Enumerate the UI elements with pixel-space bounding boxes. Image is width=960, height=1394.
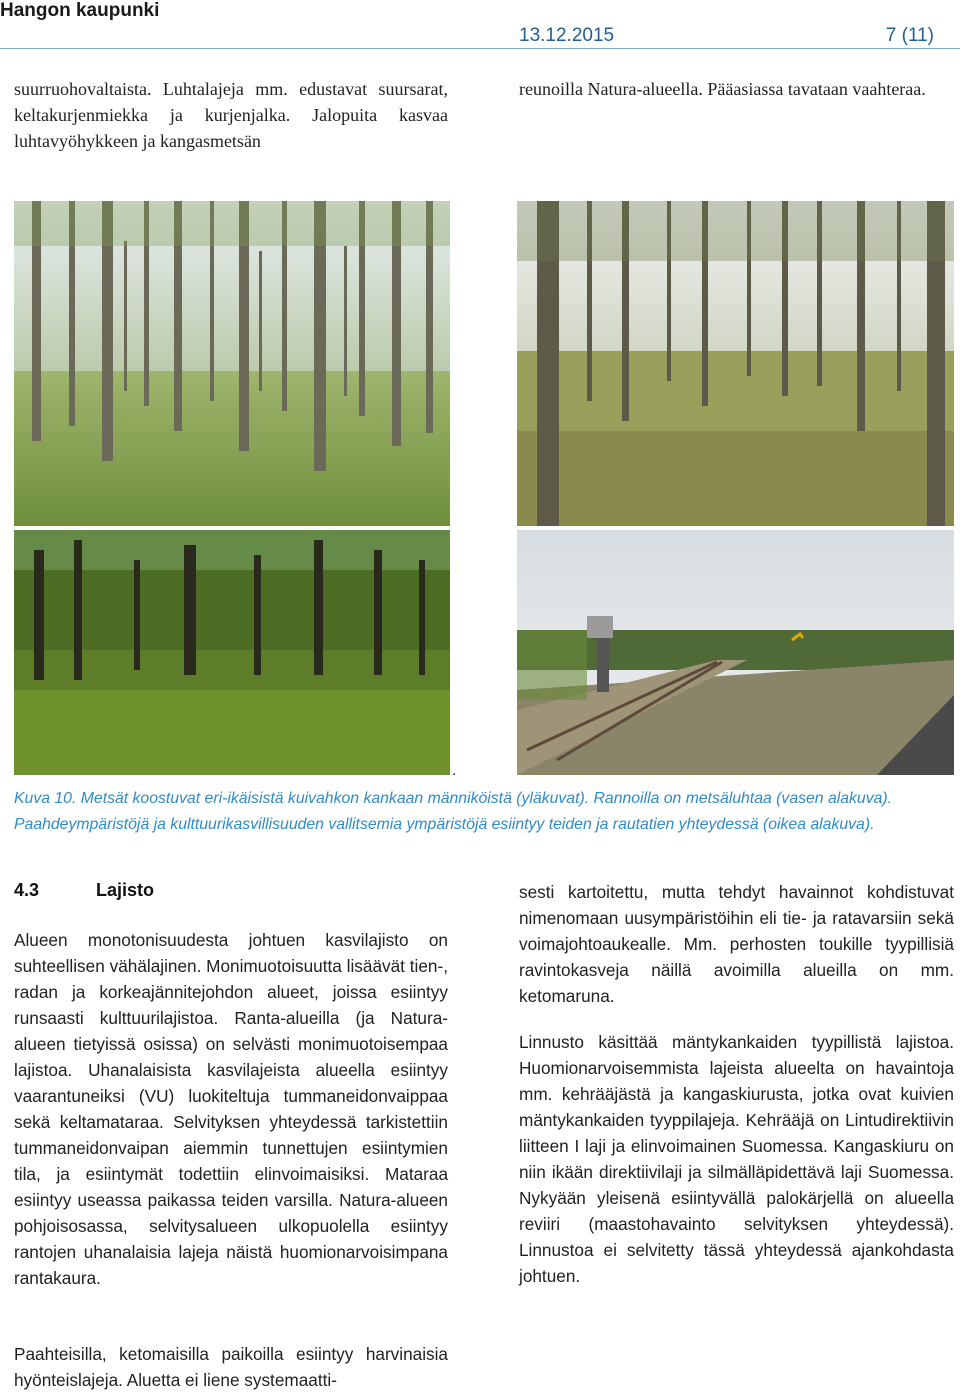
photo-pine-forest-right <box>517 201 954 526</box>
figure-caption: Kuva 10. Metsät koostuvat eri-ikäisistä kuivahkon kankaan männiköistä (yläkuvat). Rannoilla on metsäluhtaa (vasen alakuva). Paahdeympäristöjä ja kulttuurikasvillisuuden vallitsemia ympäristöjä esiintyy teiden ja rautatien yhteydessä (oikea alakuva). <box>14 790 893 833</box>
photo-pine-forest-left <box>14 201 450 526</box>
header-date: 13.12.2015 <box>519 25 615 46</box>
left-body-paragraph-2: Paahteisilla, ketomaisilla paikoilla esiintyy harvinaisia hyönteislajeja. Aluetta ei liene systemaatti- <box>14 1344 448 1390</box>
photo-railway <box>517 530 954 775</box>
section-heading <box>14 880 154 901</box>
page-header <box>0 0 960 50</box>
right-body-paragraph-2: Linnusto käsittää mäntykankaiden tyypillistä lajistoa. Huomionarvoisemmista lajeista alueelta on havaintoja mm. kehrääjästä ja kangaskiurusta, jotka ovat kuivien mäntykankaiden tyyppilajeja. Kehrääjä on Lintudirektiivin liitteen I laji ja elinvoimainen Suomessa. Kangaskiuru on niin ikään direktiivilaji ja silmälläpidettävä laji Suomessa. Nykyään yleisenä esiintyvällä palokärjellä on alueella reviiri (maastohavainto selvityksen yhteydessä). Linnustoa ei selvitetty tässä yhteydessä ajankohdasta johtuen. <box>519 1032 954 1286</box>
top-right-text: reunoilla Natura-alueella. Pääasiassa tavataan vaahteraa. <box>519 79 926 99</box>
stray-period: . <box>452 762 457 779</box>
section-title: Lajisto <box>96 880 155 900</box>
photo-shore-forest <box>14 530 450 775</box>
header-page-number: 7 (11) <box>885 25 934 46</box>
header-title: Hangon kaupunki <box>0 0 160 21</box>
right-body-paragraph-1: sesti kartoitettu, mutta tehdyt havainnot kohdistuvat nimenomaan uusympäristöihin eli tie- ja ratavarsiin sekä voimajohtoaukealle. Mm. perhosten toukille tyypillisiä ravintokasveja näillä avoimilla alueilla on mm. ketomaruna. <box>519 882 954 1006</box>
top-left-text: suurruohovaltaista. Luhtalajeja mm. edustavat suursarat, keltakurjenmiekka ja kurjenjalka. Jalopuita kasvaa luhtavyöhykkeen ja kangasmetsän <box>14 79 448 151</box>
section-number: 4.3 <box>14 880 40 900</box>
header-rule <box>0 48 960 49</box>
left-body-paragraph-1: Alueen monotonisuudesta johtuen kasvilajisto on suhteellisen vähälajinen. Monimuotoisuutta lisäävät tien-, radan ja korkeajännitejohdon alueet, joissa esiintyy runsaasti kulttuurilajistoa. Ranta-alueilla (ja Natura-alueen tietyissä osissa) on selvästi monimuotoisempaa lajistoa. Uhanalaisista kasvilajeista alueella esiintyy vaarantuneiksi (VU) luokiteltuja tummaneidonvaippaa sekä keltamataraa. Selvityksen yhteydessä tarkistettiin tummaneidonvaipan aiemmin tunnettujen esiintymien tila, ja esiintymät todettiin elinvoimaisiksi. Mataraa esiintyy useassa paikassa teiden varsilla. Natura-alueen pohjoisosassa, selvitysalueen ulkopuolella esiintyy rantojen uhanalaisia lajeja näistä huomionarvoisimpana rantakaura. <box>14 930 448 1288</box>
